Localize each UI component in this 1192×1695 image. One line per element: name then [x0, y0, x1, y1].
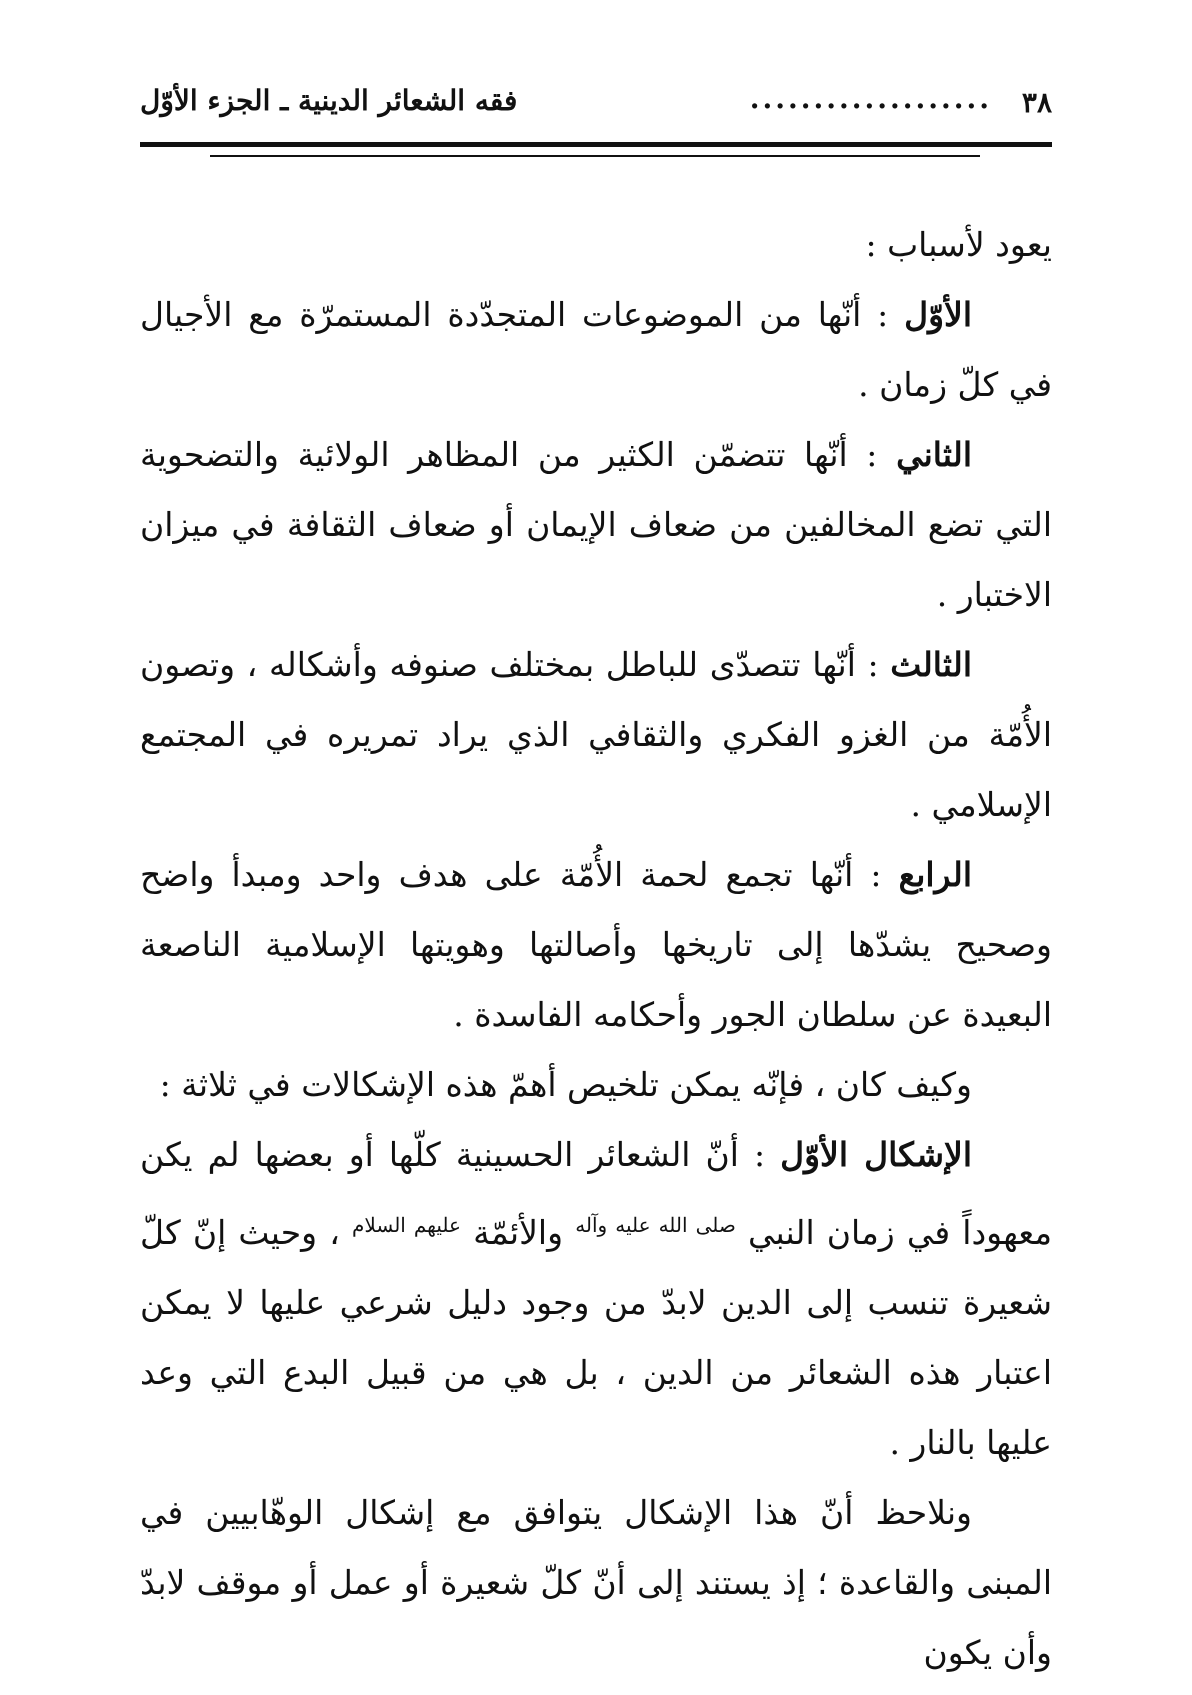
- reason-term-third: الثالث: [890, 645, 972, 684]
- paragraph-wahhabi-comparison: [140, 1478, 1052, 1688]
- body-text: [140, 210, 1052, 1688]
- paragraph-second-reason: [140, 420, 1052, 630]
- honorific-imams: عليهم السلام: [352, 1213, 461, 1237]
- paragraph-text: : أنّها تتضمّن الكثير من المظاهر الولائية والتضحوية التي تضع المخالفين من ضعاف الإيمان أو ضعاف الثقافة في ميزان الاختبار .: [140, 435, 1052, 614]
- paragraph-text: : أنّها من الموضوعات المتجدّدة المستمرّة مع الأجيال في كلّ زمان .: [140, 295, 1052, 404]
- reason-term-fourth: الرابع: [898, 855, 972, 894]
- reason-term-second: الثاني: [896, 435, 972, 474]
- book-title: فقه الشعائر الدينية ـ الجزء الأوّل: [140, 84, 518, 117]
- paragraph-text: : أنّها تجمع لحمة الأُمّة على هدف واحد ومبدأ واضح وصحيح يشدّها إلى تاريخها وأصالتها وهويتها الإسلامية الناصعة البعيدة عن سلطان الجور وأحكامه الفاسدة .: [140, 855, 1052, 1034]
- page-number: ٣٨: [1021, 86, 1052, 119]
- paragraph-first-objection: [140, 1120, 1052, 1478]
- objection-term-first: الإشكال الأوّل: [780, 1135, 972, 1174]
- header-leader-dots: ...................: [749, 82, 992, 115]
- paragraph-text: : أنّها تتصدّى للباطل بمختلف صنوفه وأشكاله ، وتصون الأُمّة من الغزو الفكري والثقافي الذي يراد تمريره في المجتمع الإسلامي .: [140, 645, 1052, 824]
- paragraph-text: ، وحيث إنّ كلّ شعيرة تنسب إلى الدين لابدّ من وجود دليل شرعي عليها لا يمكن اعتبار هذه الشعائر من الدين ، بل هي من قبيل البدع التي وعد عليها بالنار .: [140, 1213, 1052, 1462]
- paragraph-text: وكيف كان ، فإنّه يمكن تلخيص أهمّ هذه الإشكالات في ثلاثة :: [159, 1065, 972, 1104]
- paragraph-third-reason: [140, 630, 1052, 840]
- honorific-prophet: صلى الله عليه وآله: [575, 1213, 736, 1237]
- running-header: [140, 80, 1052, 130]
- paragraph-text: : أنّ الشعائر الحسينية كلّها أو بعضها لم يكن معهوداً في زمان النبي: [140, 1135, 1052, 1252]
- paragraph-summary: [140, 1050, 1052, 1120]
- paragraph-first-reason: [140, 280, 1052, 420]
- paragraph-intro: [140, 210, 1052, 280]
- reason-term-first: الأوّل: [904, 295, 972, 334]
- paragraph-text: ونلاحظ أنّ هذا الإشكال يتوافق مع إشكال الوهّابيين في المبنى والقاعدة ؛ إذ يستند إلى أنّ كلّ شعيرة أو عمل أو موقف لابدّ وأن يكون: [140, 1493, 1052, 1672]
- paragraph-text: والأئمّة: [461, 1213, 576, 1252]
- paragraph-fourth-reason: [140, 840, 1052, 1050]
- header-rule-thin: [210, 155, 980, 157]
- header-rule-thick: [140, 142, 1052, 147]
- paragraph-text: يعود لأسباب :: [865, 225, 1052, 264]
